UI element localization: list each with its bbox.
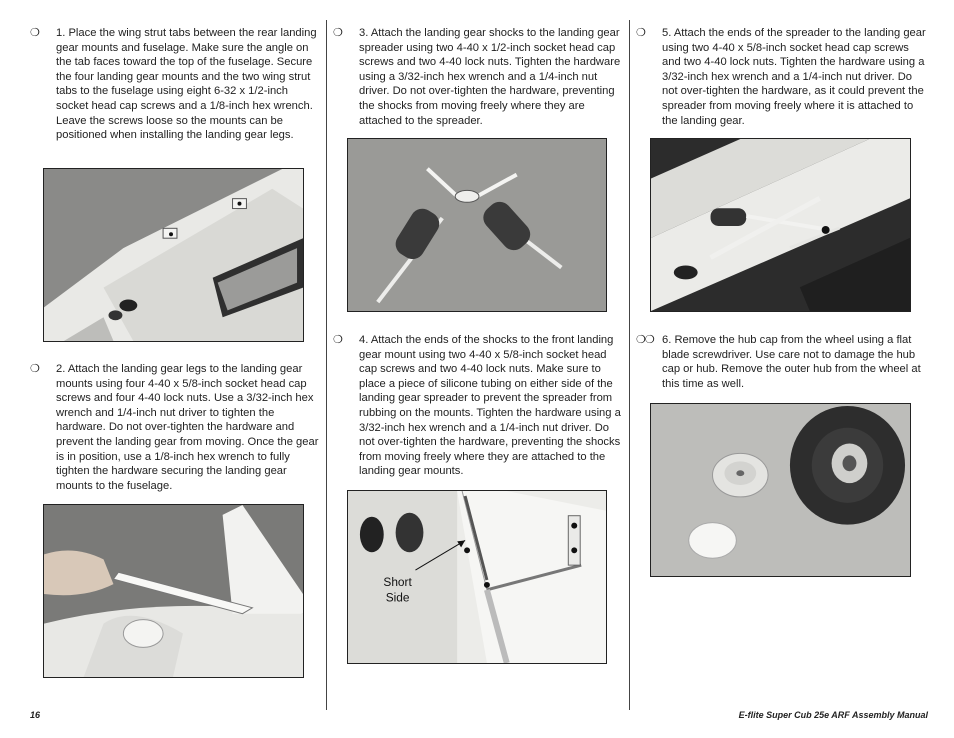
step-checkbox[interactable]: ❍ — [333, 334, 343, 346]
step-checkbox[interactable]: ❍ — [30, 363, 40, 375]
step-checkbox[interactable]: ❍ — [333, 27, 343, 39]
step-checkbox[interactable]: ❍ — [636, 27, 646, 39]
photo-spreader-to-gear — [650, 138, 911, 312]
manual-title: E-flite Super Cub 25e ARF Assembly Manual — [738, 710, 928, 720]
callout-label-line1: Short — [383, 574, 412, 589]
callout-label-line2: Side — [385, 590, 410, 605]
step-text: 1. Place the wing strut tabs between the rear landing gear mounts and fuselage. Make sure the angle on the tab faces toward the top of the fuselage. Secure the four landing gear mounts and the two wing strut tabs to the fuselage using eight 6-32 x 1/2-inch socket head cap screws and a 1/8-inch hex wrench. Leave the screws loose so the mounts can be positioned when installing the landing gear legs. — [56, 27, 317, 142]
step-text: 2. Attach the landing gear legs to the landing gear mounts using four 4-40 x 5/8-inch socket head cap screws and four 4-40 lock nuts. Use a 3/32-inch hex wrench and 1/4-inch nut driver to tighten the hardware. Do not over-tighten the hardware and prevent the landing gear from moving. Once the gear is in position, use a 1/8-inch hex wrench to fully tighten the hardware securing the landing gear mounts to the fuselage. — [56, 363, 319, 492]
photo-landing-gear-legs — [43, 504, 304, 678]
step-checkbox[interactable]: ❍❍ — [636, 334, 654, 346]
photo-shocks-spreader — [347, 138, 607, 312]
photo-short-side-callout — [347, 490, 607, 664]
step-text: 5. Attach the ends of the spreader to the landing gear using two 4-40 x 5/8-inch socket head cap screws and two 4-40 lock nuts. Tighten the hardware using a 3/32-inch hex wrench and a 1/4-inch nut driver. Do not over-tighten the hardware, as it could prevent the spreader from moving freely where it is attached to the landing gear. — [662, 27, 926, 127]
column-divider — [629, 20, 630, 710]
photo-wheel-hub-cap — [650, 403, 911, 577]
step-text: 4. Attach the ends of the shocks to the front landing gear mount using two 4-40 x 5/8-inch socket head cap screws and two 4-40 lock nuts. Make sure to place a piece of silicone tubing on either side of the landing gear spreader to prevent the spreader from rubbing on the mounts. Tighten the hardware using a 3/32-inch hex wrench and a 1/4-inch nut driver. Do not over-tighten the hardware, preventing the shocks from moving freely where they are attached to the landing gear mounts. — [359, 334, 621, 478]
step-text: 3. Attach the landing gear shocks to the landing gear spreader using two 4-40 x 1/2-inch socket head cap screws and two 4-40 lock nuts. Tighten the hardware using a 3/32-inch hex wrench and a 1/4-inch nut driver. Do not over-tighten the hardware, preventing the shocks from moving freely where they are attached to the spreader. — [359, 27, 621, 127]
step-checkbox[interactable]: ❍ — [30, 27, 40, 39]
photo-fuselage-gear-mounts — [43, 168, 304, 342]
page-number: 16 — [30, 710, 41, 720]
column-divider — [326, 20, 327, 710]
step-text: 6. Remove the hub cap from the wheel using a flat blade screwdriver. Use care not to damage the hub cap or hub. Remove the outer hub from the wheel at this time as well. — [662, 334, 921, 390]
